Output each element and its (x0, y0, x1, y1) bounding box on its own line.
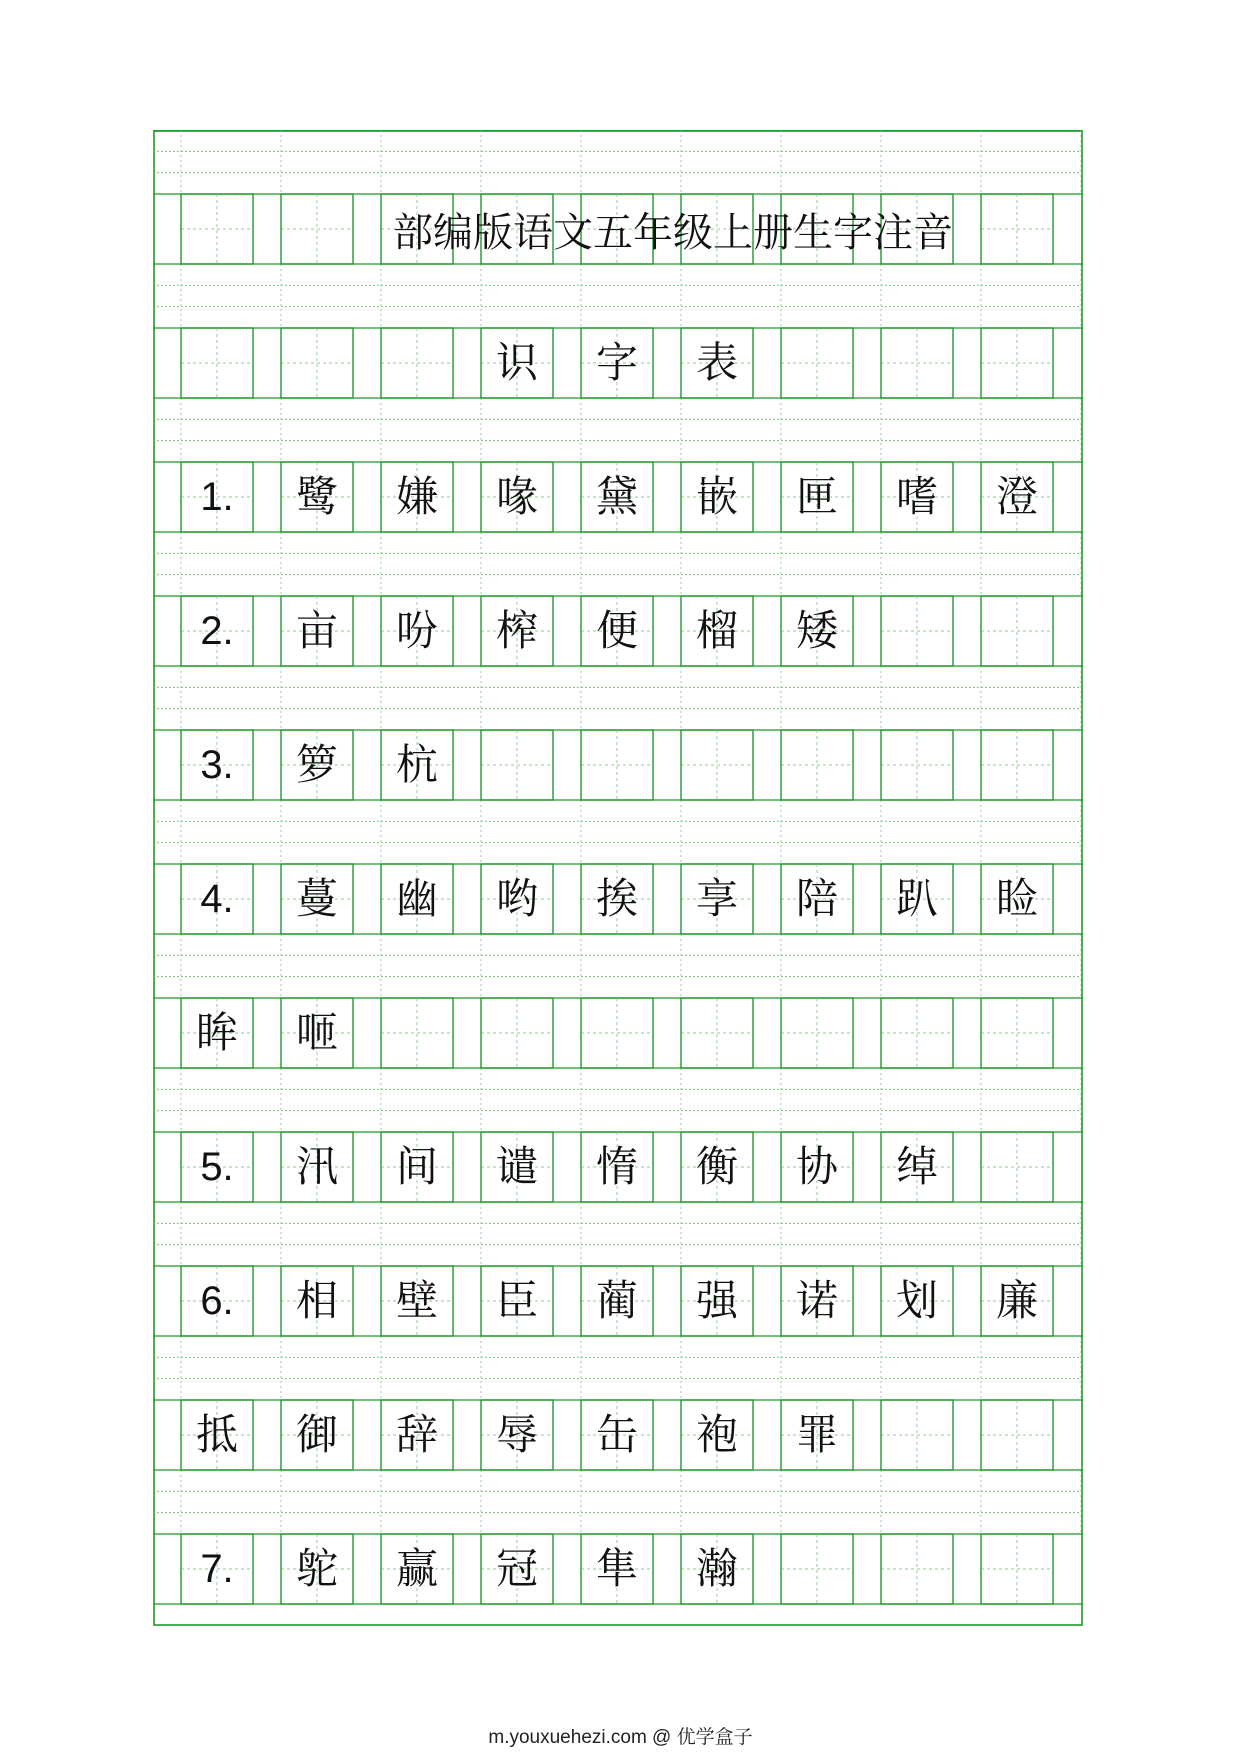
vocab-char: 赢 (395, 1544, 438, 1593)
subtitle-char: 表 (695, 338, 738, 387)
vocab-char: 缶 (595, 1410, 638, 1459)
vocab-char: 瀚 (695, 1544, 738, 1593)
subtitle-char: 识 (495, 338, 538, 387)
row-number: 7. (200, 1547, 234, 1591)
vocab-char: 喙 (495, 472, 538, 521)
vocab-char: 罪 (795, 1410, 838, 1459)
vocab-char: 黛 (595, 472, 638, 521)
vocab-char: 绰 (895, 1142, 938, 1191)
vocab-char: 蔺 (595, 1276, 638, 1325)
vocab-char: 匣 (795, 472, 838, 521)
vocab-char: 辱 (495, 1410, 538, 1459)
vocab-char: 陪 (795, 874, 838, 923)
vocab-char: 鹭 (295, 472, 338, 521)
vocab-char: 惰 (595, 1142, 638, 1191)
vocab-char: 榨 (495, 606, 538, 655)
subtitle-char: 字 (595, 338, 638, 387)
vocab-char: 便 (595, 606, 638, 655)
row-number: 2. (200, 609, 234, 653)
vocab-char: 御 (295, 1410, 338, 1459)
vocab-char: 趴 (895, 874, 938, 923)
vocab-char: 相 (295, 1276, 338, 1325)
vocab-char: 箩 (295, 740, 338, 789)
vocab-char: 亩 (295, 606, 338, 655)
writing-grid-sheet (153, 130, 1083, 1626)
vocab-char: 榴 (695, 606, 738, 655)
vocab-char: 汛 (295, 1142, 338, 1191)
vocab-char: 睑 (995, 874, 1038, 923)
vocab-char: 嫌 (395, 472, 438, 521)
vocab-char: 诺 (795, 1276, 838, 1325)
vocab-char: 间 (395, 1142, 438, 1191)
vocab-char: 臣 (495, 1276, 538, 1325)
vocab-char: 挨 (595, 874, 638, 923)
row-number: 3. (200, 743, 234, 787)
row-number: 4. (200, 877, 234, 921)
row-number: 1. (200, 475, 234, 519)
vocab-char: 嵌 (695, 472, 738, 521)
vocab-char: 幽 (395, 874, 438, 923)
vocab-char: 袍 (695, 1410, 738, 1459)
vocab-char: 享 (695, 874, 738, 923)
vocab-char: 眸 (195, 1008, 238, 1057)
vocab-char: 衡 (695, 1142, 738, 1191)
vocab-char: 冠 (495, 1544, 538, 1593)
page-title: 部编版语文五年级上册生字注音 (393, 209, 953, 256)
vocab-char: 矮 (795, 606, 838, 655)
vocab-char: 协 (795, 1142, 838, 1191)
vocab-char: 谴 (495, 1142, 538, 1191)
row-number: 5. (200, 1145, 234, 1189)
vocab-char: 鸵 (295, 1544, 338, 1593)
row-number: 6. (200, 1279, 234, 1323)
vocab-char: 澄 (995, 472, 1038, 521)
vocab-char: 划 (895, 1276, 938, 1325)
footer-watermark: m.youxuehezi.com @ 优学盒子 (488, 1727, 753, 1748)
vocab-char: 咂 (295, 1008, 338, 1057)
vocab-char: 廉 (995, 1276, 1038, 1325)
vocab-char: 隼 (595, 1544, 638, 1593)
vocab-char: 蔓 (295, 874, 338, 923)
vocab-char: 抵 (195, 1410, 238, 1459)
vocab-char: 辞 (395, 1410, 438, 1459)
vocab-char: 吩 (395, 606, 438, 655)
vocab-char: 嗜 (895, 472, 938, 521)
vocab-char: 壁 (395, 1276, 438, 1325)
vocab-char: 哟 (495, 874, 538, 923)
vocab-char: 强 (695, 1276, 738, 1325)
vocab-char: 杭 (395, 740, 438, 789)
